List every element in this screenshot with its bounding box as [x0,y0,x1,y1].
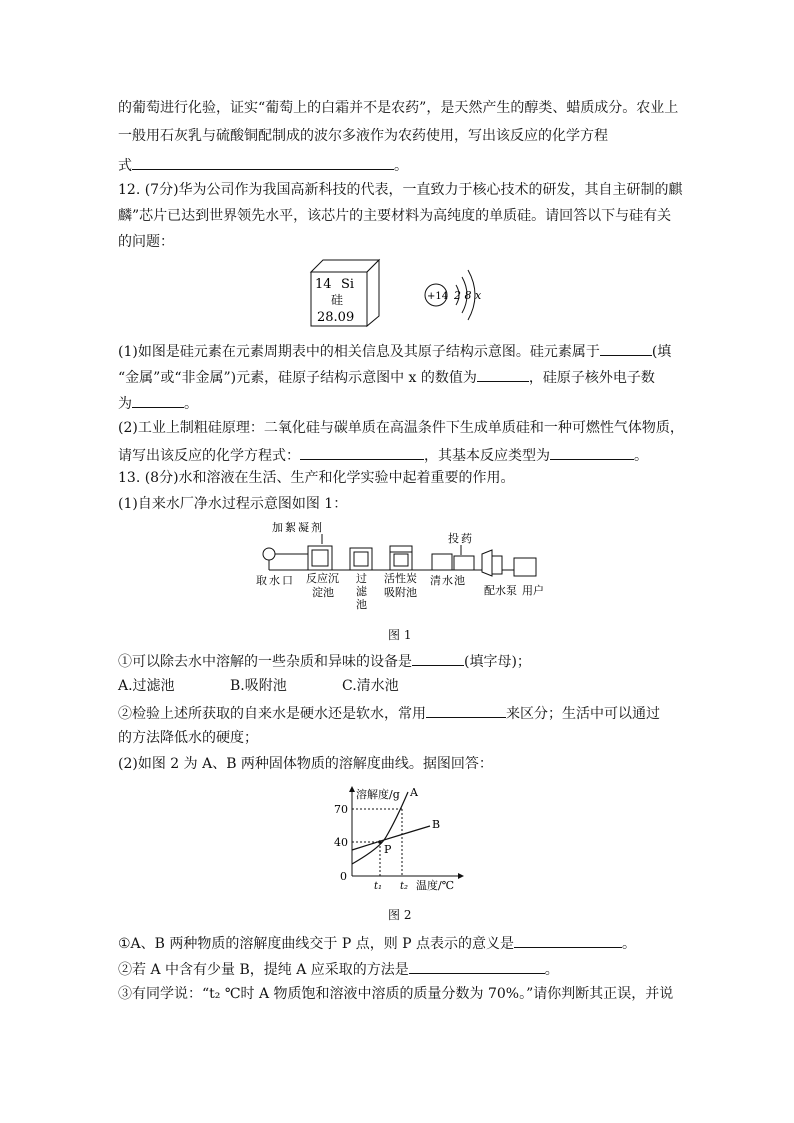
point-p [378,840,382,844]
answer-blank[interactable] [514,932,622,948]
answer-blank[interactable] [409,958,545,974]
text-line: (2)如图 2 为 A、B 两种固体物质的溶解度曲线。据图回答： [118,756,493,772]
dosing-label: 投药 [448,532,474,545]
text-line: (2)工业上制粗硅原理：二氧化硅与碳单质在高温条件下生成单质硅和一种可燃性气体物质， [118,420,684,436]
question-12-title: 12. (7分)华为公司作为我国高新科技的代表，一直致力于核心技术的研发，其自主研制的麒 [118,182,683,198]
y-axis-label: 溶解度/g [356,788,400,801]
text-line: (1)自来水厂净水过程示意图如图 1： [118,496,348,512]
reaction-tank-label: 反应沉淀池 [306,572,339,599]
answer-blank[interactable] [412,650,464,666]
y-tick: 70 [334,803,348,816]
answer-blank[interactable] [300,444,424,460]
question-13-title: 13. (8分)水和溶液在生活、生产和化学实验中起着重要的作用。 [118,470,515,486]
element-name: 硅 [331,293,344,307]
figure-2-caption: 图 2 [388,908,412,922]
atomic-number: 14 [315,277,332,292]
text-line: (1)如图是硅元素在元素周期表中的相关信息及其原子结构示意图。硅元素属于 (填 [118,340,671,362]
x-axis-label: 温度/℃ [416,879,455,892]
clear-tank-label: 清水池 [430,574,466,587]
answer-blank[interactable] [132,154,394,170]
text-line: ①A、B 两种物质的溶解度曲线交于 P 点，则 P 点表示的意义是 。 [118,932,636,954]
text-line: “金属”或“非金属”)元素，硅原子结构示意图中 x 的数值为 ，硅原子核外电子数 [118,366,655,388]
text-line: 请写出该反应的化学方程式： ，其基本反应类型为 。 [118,444,648,466]
text-line: ③有同学说：“t₂ ℃时 A 物质饱和溶液中溶质的质量分数为 70%。”请你判断其正误，并说 [118,986,674,1002]
text-line: 为 。 [118,392,198,414]
curve-b-label: B [432,818,441,831]
option-b: B.吸附池 [230,678,287,694]
option-c: C.清水池 [342,678,399,694]
y-tick: 40 [334,836,348,849]
answer-blank[interactable] [550,444,634,460]
text-line: 的葡萄进行化验，证实“葡萄上的白霜并不是农药”，是天然产生的醇类、蜡质成分。农业上 [118,100,679,116]
answer-blank[interactable] [477,366,529,382]
y-tick: 0 [340,870,347,883]
answer-blank[interactable] [132,392,184,408]
text-line: 式 。 [118,154,408,176]
options-line [118,676,399,696]
pump-label: 配水泵 [484,584,517,597]
x-tick: t₂ [400,881,409,892]
text-line: ②若 A 中含有少量 B，提纯 A 应采取的方法是 。 [118,958,559,980]
element-box-figure [305,258,385,328]
figure-1-caption: 图 1 [388,628,412,642]
carbon-tank-label: 活性炭吸附池 [384,572,417,599]
curve-a [352,792,408,864]
nucleus-charge: +14 [427,291,449,302]
answer-blank[interactable] [426,702,506,718]
solubility-chart [330,782,470,892]
intake-label: 取水口 [256,574,295,587]
user-label: 用户 [522,584,544,597]
curve-a-label: A [410,786,418,799]
option-a: A.过滤池 [118,678,175,694]
point-p-label: P [384,843,392,856]
text-line: 的方法降低水的硬度； [118,730,258,746]
text-line: ①可以除去水中溶解的一些杂质和异味的设备是 (填字母)； [118,650,531,672]
x-tick: t₁ [374,881,383,892]
water-treatment-diagram [250,520,550,620]
atomic-mass: 28.09 [317,310,355,325]
answer-blank[interactable] [600,340,652,356]
atom-structure-diagram [420,266,490,324]
text-line: ②检验上述所获取的自来水是硬水还是软水，常用 来区分；生活中可以通过 [118,702,660,724]
element-symbol: Si [341,277,355,292]
text-line: 麟”芯片已达到世界领先水平，该芯片的主要材料为高纯度的单质硅。请回答以下与硅有关 [118,208,672,224]
electron-shells: 2 8 x [454,289,482,302]
coagulant-label: 加絮凝剂 [272,521,324,534]
filter-tank-label: 过滤池 [356,572,367,611]
text-line: 的问题： [118,234,174,250]
text-line: 一般用石灰乳与硫酸铜配制成的波尔多液作为农药使用，写出该反应的化学方程 [118,128,608,144]
